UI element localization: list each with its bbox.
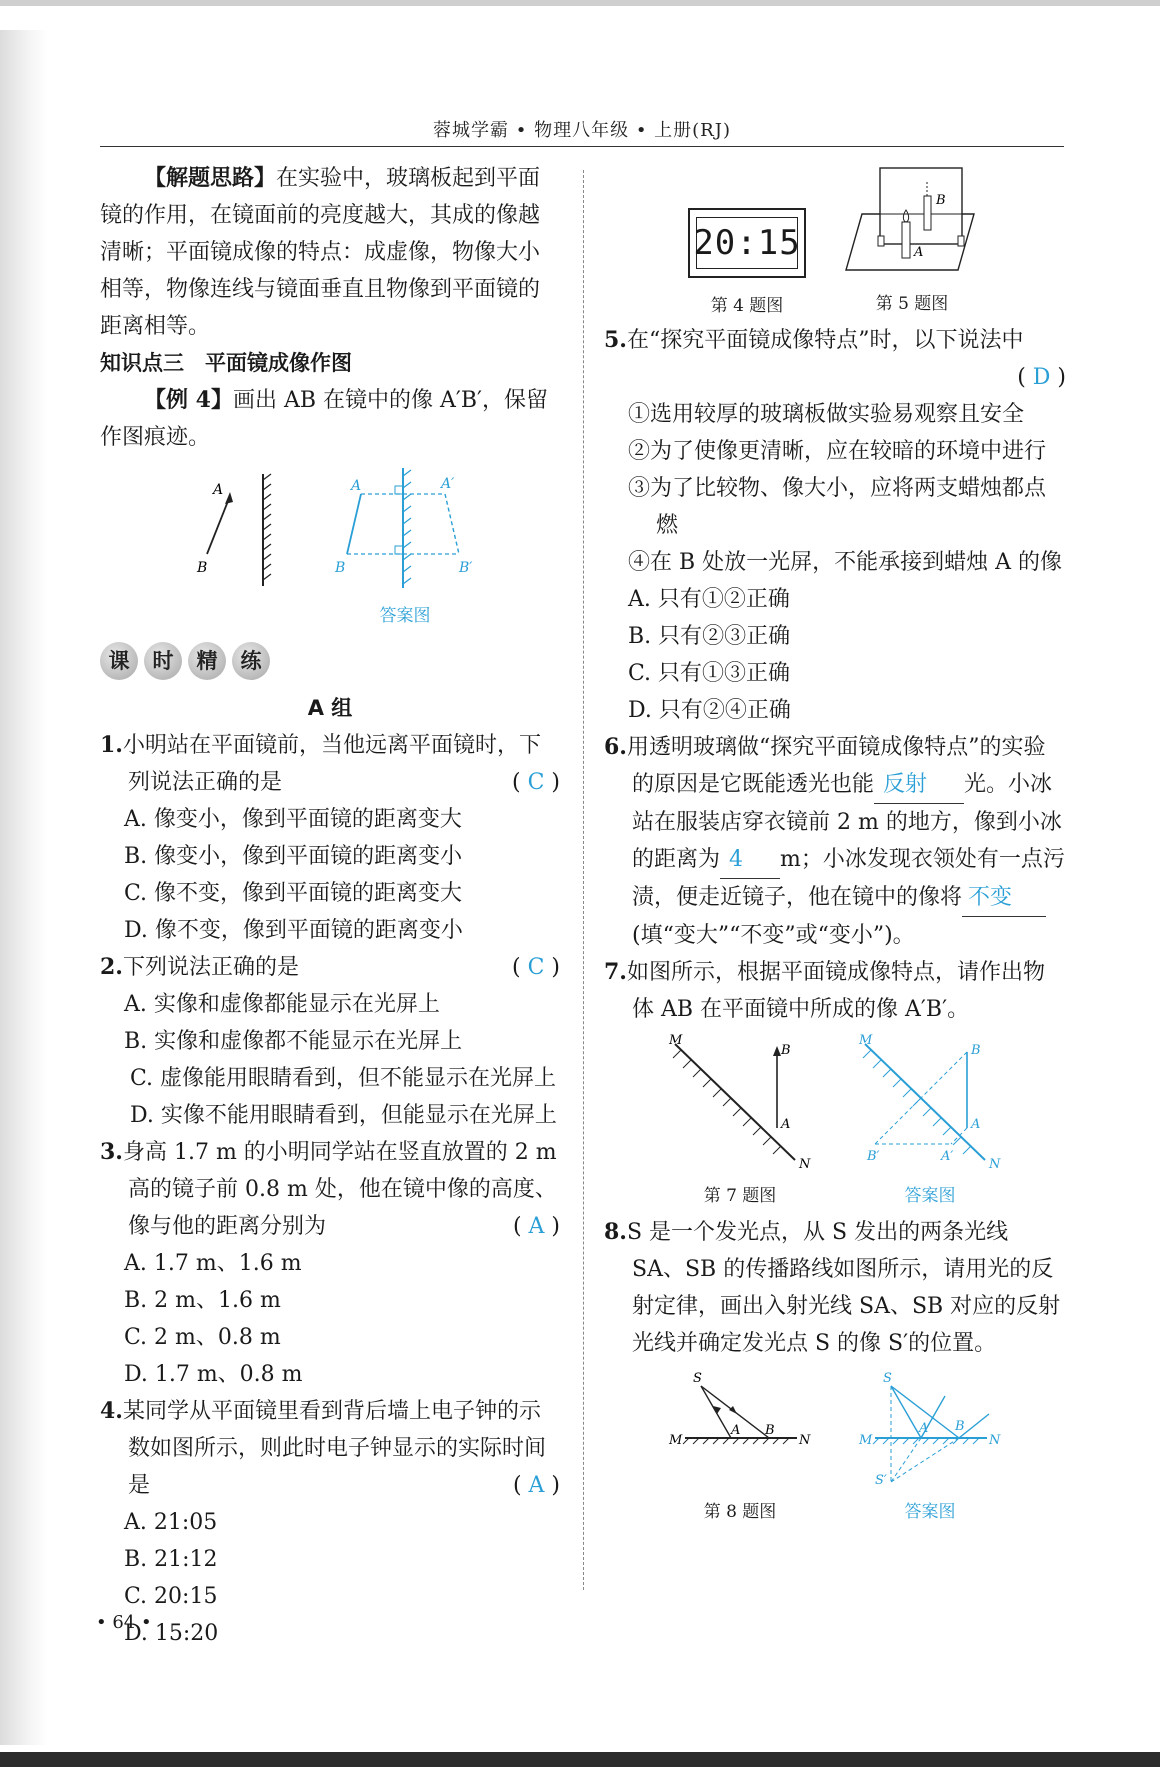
question-stem: 小明站在平面镜前，当他远离平面镜时，下列说法正确的是 [122,733,541,795]
figure-4-caption: 第 4 题图 [710,296,784,316]
right-angle-mark [395,546,403,554]
figures-4-5 [604,166,1066,318]
option: A. 实像和虚像都能显示在光屏上 [124,992,440,1017]
answer-mirror-hatching [403,470,411,584]
candle-b [924,196,931,230]
answer-diagram [325,462,485,592]
label-a: A [731,1423,741,1438]
question-stem: S 是一个发光点，从 S 发出的两条光线 SA、SB 的传播路线如图所示，请用光的反射定律，画出入射光线 SA、SB 对应的反射光线并确定发光点 S 的像 S′的位置。 [626,1220,1061,1356]
figure-7 [665,1032,815,1208]
question-number: 8. [604,1219,627,1245]
ray-arrow [729,1406,737,1414]
label-a-prime: A′ [941,1149,954,1164]
question-6 [604,729,1066,954]
label-s: S [693,1371,702,1386]
option: A. 只有①②正确 [628,587,790,612]
label-b: B [335,560,346,576]
left-column [100,160,560,1652]
question-number: 1. [100,732,123,758]
example4-figures [100,462,560,628]
answer-image-ab [445,494,459,554]
figure-8-caption: 第 8 题图 [703,1502,777,1522]
option: B. 像变小，像到平面镜的距离变小 [124,844,463,869]
option: D. 15:20 [124,1621,219,1646]
extension-dash-b [891,1438,959,1482]
q6-text-2: 光。小冰站在服装店穿衣镜前 2 m 的地方，像到小冰的距离为 [632,772,1062,872]
figure-8-answer [855,1368,1005,1524]
example-text: 画出 AB 在镜中的像 A′B′，保留作图痕迹。 [100,388,549,450]
label-n: N [989,1157,1001,1172]
q6-text-4: (填“变大”“不变”或“变小”)。 [632,923,915,948]
answer-diagram [855,1032,1005,1172]
question-number: 6. [604,734,627,760]
figure-8-answer-caption: 答案图 [904,1502,956,1522]
option: C. 虚像能用眼睛看到，但不能显示在光屏上 [130,1066,557,1091]
answer-caption: 答案图 [379,606,431,626]
option: D. 实像不能用眼睛看到，但能显示在光屏上 [130,1103,557,1128]
figure-8 [665,1368,815,1524]
question-1 [100,727,560,949]
statement: ②为了使像更清晰，应在较暗的环境中进行 [628,439,1047,464]
question-stem: 身高 1.7 m 的小明同学站在竖直放置的 2 m 高的镜子前 0.8 m 处，他在镜中像的高度、像与他的距离分别为 [122,1140,557,1239]
question-number: 2. [100,954,123,980]
label-a: A [351,478,362,494]
group-title: A 组 [307,696,353,720]
ray-sa [891,1386,921,1438]
badge-char: 课 [100,642,138,680]
label-m: M [669,1433,683,1448]
header-rule [100,146,1064,147]
answer-choice: A [528,1214,545,1239]
page-top-edge [0,0,1160,6]
question-stem: 如图所示，根据平面镜成像特点，请作出物体 AB 在平面镜中所成的像 A′B′。 [626,960,1045,1022]
figure-7-answer-caption: 答案图 [904,1186,956,1206]
badge-char: 练 [232,642,270,680]
question-number: 4. [100,1398,123,1424]
question-7-figures [604,1032,1066,1208]
plate-stand [878,236,884,246]
answer-bracket: ( A ) [512,1473,560,1498]
mirror-hatching [673,1050,781,1154]
option: B. 实像和虚像都不能显示在光屏上 [124,1029,463,1054]
figure-4 [688,166,806,318]
option: B. 只有②③正确 [628,624,791,649]
label-n: N [799,1157,811,1172]
option: D. 像不变，像到平面镜的距离变小 [124,918,463,943]
figure-7-caption: 第 7 题图 [703,1186,777,1206]
label-m: M [859,1033,873,1048]
label-b: B [197,560,208,576]
right-angle-mark [395,486,403,494]
mirror-hatching [263,474,271,580]
label-a: A [919,1421,929,1436]
option: A. 像变小，像到平面镜的距离变大 [124,807,462,832]
arrow-head [773,1046,781,1056]
badge-char: 精 [188,642,226,680]
option: D. 1.7 m、0.8 m [124,1362,303,1387]
answer-choice: C [527,770,545,795]
figure-5 [842,166,982,318]
label-a-prime: A′ [441,476,455,492]
figure-5-caption: 第 5 题图 [875,294,949,314]
hint-label: 【解题思路】 [144,165,277,191]
question-stem: 在“探究平面镜成像特点”时，以下说法中 [626,328,1024,353]
label-b: B [781,1043,791,1058]
option: C. 像不变，像到平面镜的距离变大 [124,881,463,906]
label-a: A [781,1117,791,1132]
example-label: 【例 4】 [144,387,233,413]
digital-clock [688,208,806,278]
figure-7-answer [855,1032,1005,1208]
statement: ④在 B 处放一光屏，不能承接到蜡烛 A 的像 [628,550,1063,575]
plate-stand [958,236,964,246]
fill-blank-1: 反射 [874,766,964,804]
question-4 [100,1393,560,1652]
statement: ③为了比较物、像大小，应将两支蜡烛都点燃 [628,476,1047,538]
solution-hint [100,160,560,345]
label-b: B [971,1043,981,1058]
label-b: B [765,1423,775,1438]
hint-text: 在实验中，玻璃板起到平面镜的作用，在镜面前的亮度越大，其成的像越清晰；平面镜成像的特点：成虚像，物像大小相等，物像连线与镜面垂直且物像到平面镜的距离相等。 [100,166,541,339]
option: B. 2 m、1.6 m [124,1288,281,1313]
question-number: 5. [604,327,627,353]
answer-bracket: ( C ) [512,955,560,980]
question-stem: 某同学从平面镜里看到背后墙上电子钟的示数如图所示，则此时电子钟显示的实际时间是 [122,1399,547,1498]
q6-text-3: m；小冰发现衣领处有一点污渍，便走近镜子，他在镜中的像将 [632,847,1065,910]
extension-dash-a [891,1438,921,1482]
page-binding-shadow [0,30,48,1745]
mirror-mn-diagram [665,1032,815,1172]
column-divider [583,170,584,1590]
question-2 [100,949,560,1134]
candle-a [902,222,910,258]
option: A. 21:05 [124,1510,218,1535]
answer-diagram [855,1368,1005,1488]
answer-choice: C [527,955,545,980]
option: C. 只有①③正确 [628,661,791,686]
label-m: M [859,1433,873,1448]
answer-choice: A [528,1473,545,1498]
answer-choice: D [1032,365,1051,390]
option: B. 21:12 [124,1547,218,1572]
label-m: M [669,1033,683,1048]
option: D. 只有②④正确 [628,698,791,723]
question-stem: 下列说法正确的是 [122,955,299,980]
label-a: A [971,1117,981,1132]
page-bottom-edge [0,1752,1160,1767]
fill-blank-2: 4 [720,841,780,879]
fill-blank-3: 不变 [962,879,1046,917]
question-number: 3. [100,1139,123,1165]
label-n: N [989,1433,1001,1448]
question-7 [604,954,1066,1208]
question-number: 7. [604,959,627,985]
section-badge [100,642,560,680]
example4-question-figure [175,462,295,592]
q6-text-1: 用透明玻璃做“探究平面镜成像特点”的实验的原因是它既能透光也能 [626,735,1046,797]
running-header: 蓉城学霸 • 物理八年级 • 上册(RJ) [433,120,731,141]
label-a: A [914,245,924,260]
question-3 [100,1134,560,1393]
question-8-figures [604,1368,1066,1524]
object-ab-arrow [207,496,230,554]
option: C. 2 m、0.8 m [124,1325,281,1350]
answer-bracket: ( A ) [512,1214,560,1239]
question-8 [604,1214,1066,1524]
example-4 [100,382,560,456]
answer-bracket: ( C ) [512,770,560,795]
question-5 [604,322,1066,729]
label-s-prime: S′ [875,1473,887,1488]
statement: ①选用较厚的玻璃板做实验易观察且安全 [628,402,1025,427]
label-n: N [799,1433,811,1448]
section-title-3: 知识点三 平面镜成像作图 [100,351,352,375]
mirror-experiment-diagram [842,166,982,278]
label-b-prime: B′ [867,1149,880,1164]
label-b: B [955,1419,965,1434]
answer-bracket: ( D ) [1017,365,1066,390]
label-a: A [213,482,224,498]
page-number: • 64 • [96,1612,152,1633]
label-b-prime: B′ [459,560,473,576]
right-column [604,160,1066,1524]
label-s: S [883,1371,892,1386]
example4-answer-figure [325,462,485,628]
answer-object-ab [347,494,361,554]
clock-display: 20:15 [696,217,798,269]
option: C. 20:15 [124,1584,218,1609]
point-source-diagram [665,1368,815,1488]
glass-plate [880,168,962,244]
arrow-head [225,492,233,504]
label-b: B [936,193,946,208]
badge-char: 时 [144,642,182,680]
option: A. 1.7 m、1.6 m [124,1251,302,1276]
